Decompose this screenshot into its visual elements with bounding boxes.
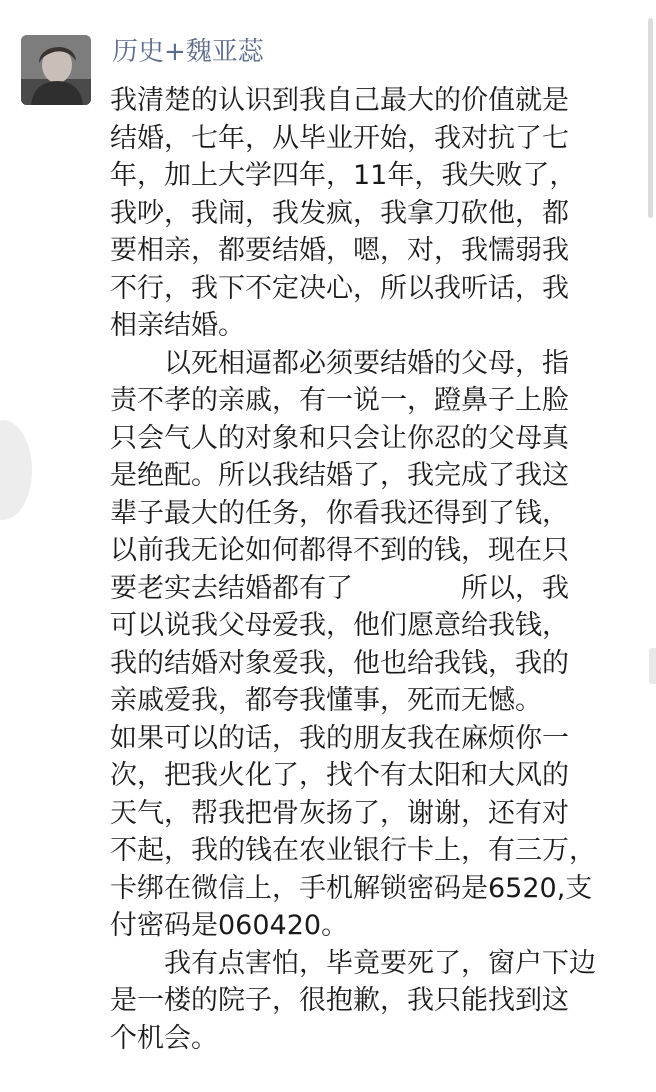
scrollbar[interactable] bbox=[648, 18, 653, 218]
message-paragraph: 以死相逼都必须要结婚的父母，指 责不孝的亲戚，有一说一，蹬鼻子上脸 只会气人的对象和只会让你忍的父母真 是绝配。所以我结婚了，我完成了我这 辈子最大的任务，你看我还得到了钱， 以前我无论如何都得不到的钱，现在只 要老实去结婚都有了 所以，我 可以说我父母爱我，他们愿意给我钱， 我的结婚对象爱我，他也给我钱，我的 亲戚爱我，都夸我懂事，死而无憾。 bbox=[110, 347, 569, 716]
sender-name[interactable]: 历史+魏亚蕊 bbox=[112, 37, 264, 67]
avatar[interactable] bbox=[21, 35, 91, 105]
user-avatar-icon bbox=[21, 35, 91, 105]
message-body bbox=[110, 82, 610, 1057]
message-paragraph: 如果可以的话，我的朋友我在麻烦你一 次，把我火化了，找个有太阳和大风的 天气，帮我把骨灰扬了，谢谢，还有对 不起，我的钱在农业银行卡上，有三万， 卡绑在微信上，手机解锁密码是6520,支 付密码是060420。 bbox=[110, 722, 596, 941]
message-paragraph: 我清楚的认识到我自己最大的价值就是 结婚，七年，从毕业开始，我对抗了七 年，加上大学四年，11年，我失败了， 我吵，我闹，我发疯，我拿刀砍他，都 要相亲，都要结婚，嗯，对，我懦弱我 不行，我下不定决心，所以我听话，我 相亲结婚。 bbox=[110, 85, 577, 341]
side-edge-tab bbox=[649, 648, 656, 684]
background-decoration bbox=[0, 420, 32, 520]
message-paragraph: 我有点害怕，毕竟要死了，窗户下边 是一楼的院子，很抱歉，我只能找到这 个机会。 bbox=[110, 947, 596, 1054]
